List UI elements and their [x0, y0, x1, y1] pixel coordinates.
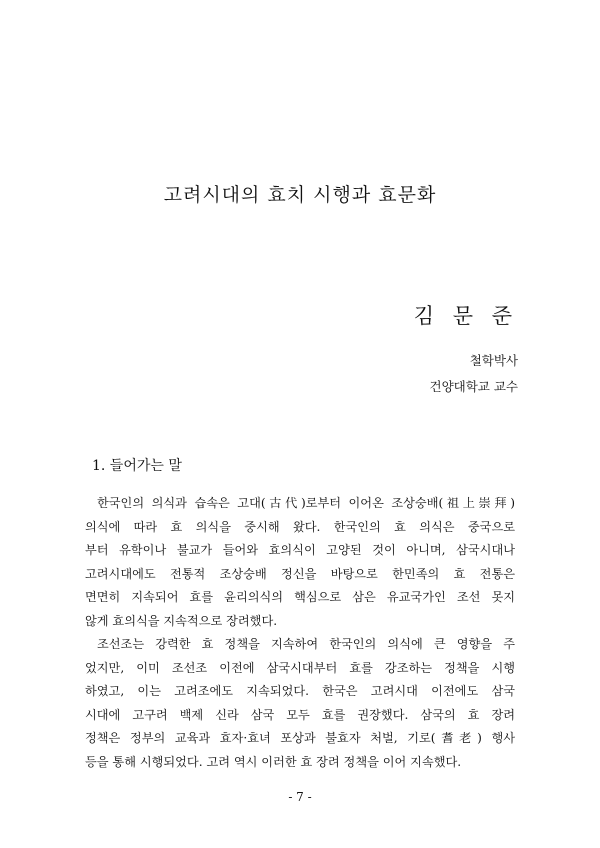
text-line: 조선조는 강력한 효 정책을 지속하여 한국인의 의식에 큰 영향을 주: [97, 637, 515, 651]
author-name: 김 문 준: [413, 304, 518, 328]
text-line: 정책은 정부의 교육과 효자·효녀 포상과 불효자 처벌, 기로(耆老) 행사: [85, 731, 515, 745]
text-line: 고려시대에도 전통적 조상숭배 정신을 바탕으로 한민족의 효 전통은: [85, 566, 515, 581]
text-line: 부터 유학이나 불교가 들어와 효의식이 고양된 것이 아니며, 삼국시대나: [85, 543, 515, 557]
text-line: 등을 통해 시행되었다. 고려 역시 이러한 효 장려 정책을 이어 지속했다.: [85, 754, 462, 769]
text-line: 한국인의 의식과 습속은 고대(古代)로부터 이어온 조상숭배(祖上崇拜): [97, 496, 515, 510]
document-title: 고려시대의 효치 시행과 효문화: [163, 184, 437, 206]
page-number: - 7 -: [288, 790, 312, 804]
section-heading: 1. 들어가는 말: [92, 458, 182, 474]
author-position: 건양대학교 교수: [429, 379, 518, 394]
author-degree: 철학박사: [469, 353, 518, 368]
text-line: 않게 효의식을 지속적으로 장려했다.: [85, 613, 278, 628]
paragraph-1: [85, 492, 515, 633]
paragraph-2: [85, 633, 515, 774]
text-line: 시대에 고구려 백제 신라 삼국 모두 효를 권장했다. 삼국의 효 장려: [85, 707, 515, 722]
text-line: 의식에 따라 효 의식을 중시해 왔다. 한국인의 효 의식은 중국으로: [85, 519, 515, 534]
text-line: 면면히 지속되어 효를 윤리의식의 핵심으로 삼은 유교국가인 조선 못지: [85, 590, 515, 604]
body-text: [85, 492, 515, 774]
author-affiliation: [430, 348, 519, 400]
text-line: 었지만, 이미 조선조 이전에 삼국시대부터 효를 강조하는 정책을 시행: [85, 660, 515, 675]
text-line: 하였고, 이는 고려조에도 지속되었다. 한국은 고려시대 이전에도 삼국: [85, 684, 515, 698]
